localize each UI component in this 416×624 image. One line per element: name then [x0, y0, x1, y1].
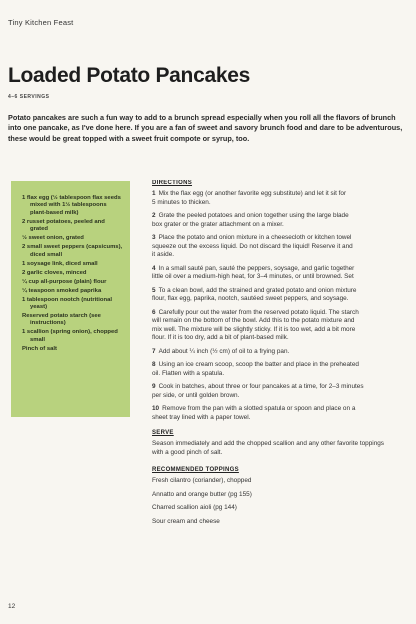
step-text: box grater or the grater attachment on a mixer. [152, 220, 284, 228]
ingredient-item: 2 garlic cloves, minced [22, 269, 87, 276]
step-text: flour, flax egg, paprika, nootch, sautéed sweet peppers, and soysage. [152, 295, 349, 302]
direction-step [152, 265, 416, 282]
recipe-intro: Potato pancakes are such a fun way to add to a brunch spread especially when you roll all the flavors of brunch into one pancake, as I've done here. If you are a fan of sweet and savory brunch food and dare to be adventurous, these would be great topped with a sweet fruit compote or syrup, too. [8, 113, 403, 143]
ingredient-item: ¼ teaspoon smoked paprika [22, 287, 102, 294]
direction-step [152, 383, 416, 400]
step-text: little oil over a medium-high heat, for 3–4 minutes, or until browned. Set [152, 273, 354, 280]
directions-heading: DIRECTIONS [152, 180, 193, 186]
ingredient-item: 2 russet potatoes, peeled and grated [22, 218, 105, 233]
topping-item: Sour cream and cheese [152, 517, 220, 525]
direction-step [152, 234, 416, 260]
ingredient-item: Pinch of salt [22, 345, 58, 352]
ingredient-item: 2 small sweet peppers (capsicums), diced small [22, 244, 123, 258]
serve-heading: SERVE [152, 430, 174, 436]
ingredient-item: 1 tablespoon nootch (nutritional yeast) [22, 296, 112, 311]
step-number: 4 [152, 264, 156, 272]
servings-label: 4–6 SERVINGS [8, 94, 50, 100]
step-number: 3 [152, 234, 156, 241]
step-text: oil. Flatten with a spatula. [152, 369, 225, 377]
direction-step [152, 212, 416, 229]
step-number: 2 [152, 212, 156, 219]
step-text: mix well. The mixture will be slightly sticky. If it is too wet, add a bit more [152, 325, 356, 333]
directions-steps [152, 190, 416, 422]
step-text: squeeze out the excess liquid. Do not discard the liquid! Reserve it and [152, 242, 353, 250]
step-text: To a clean bowl, add the strained and grated potato and onion mixture [158, 286, 357, 294]
topping-item: Fresh cilantro (coriander), chopped [152, 477, 252, 484]
ingredient-item: Reserved potato starch (see instructions) [22, 313, 101, 327]
step-text: it aside. [152, 251, 175, 258]
toppings-heading: RECOMMENDED TOPPINGS [152, 467, 239, 473]
topping-item: Annatto and orange butter (pg 155) [152, 490, 252, 498]
serve-text: Season immediately and add the chopped scallion and any other favorite toppings with a good pinch of salt. [152, 440, 384, 456]
step-number: 10 [152, 405, 160, 412]
ingredients-box [11, 181, 130, 417]
step-number: 8 [152, 361, 156, 368]
step-text: flour. If it is too dry, add a bit of plant-based milk. [152, 334, 289, 341]
step-number: 5 [152, 286, 156, 294]
direction-step [152, 190, 416, 207]
step-text: Cook in batches, about three or four pancakes at a time, for 2–3 minutes [158, 383, 364, 390]
step-text: In a small sauté pan, sauté the peppers, soysage, and garlic together [158, 264, 355, 272]
ingredient-item: ½ sweet onion, grated [22, 235, 84, 242]
method-column [152, 180, 416, 531]
page-number: 12 [8, 603, 16, 610]
step-number: 1 [152, 190, 156, 197]
step-text: Carefully pour out the water from the reserved potato liquid. The starch [158, 308, 359, 316]
ingredient-item: 1 flax egg (½ tablespoon flax seeds mixed with 1½ tablespoons plant-based milk) [22, 195, 121, 216]
direction-step [152, 309, 416, 343]
ingredient-item: 1 scallion (spring onion), chopped small [22, 329, 118, 343]
direction-step [152, 405, 416, 422]
step-text: will remain on the bottom of the bowl. Add this to the potato mixture and [152, 317, 355, 324]
step-text: 5 minutes to thicken. [152, 198, 211, 206]
topping-item: Charred scallion aioli (pg 144) [152, 504, 237, 511]
step-text: Remove from the pan with a slotted spatula or spoon and place on a [162, 405, 356, 412]
book-title: Tiny Kitchen Feast [8, 18, 74, 27]
toppings-list [152, 477, 416, 526]
ingredient-item: ¼ cup all-purpose (plain) flour [22, 278, 107, 285]
step-text: per side, or until golden brown. [152, 391, 240, 399]
step-number: 7 [152, 347, 156, 355]
ingredient-item: 1 soysage link, diced small [22, 260, 98, 267]
direction-step [152, 361, 416, 378]
recipe-title: Loaded Potato Pancakes [8, 64, 250, 87]
step-number: 9 [152, 383, 156, 390]
step-text: sheet tray lined with a paper towel. [152, 413, 251, 421]
step-number: 6 [152, 308, 156, 316]
direction-step [152, 287, 416, 304]
ingredients-list [22, 195, 124, 353]
step-text: Grate the peeled potatoes and onion together using the large blade [158, 212, 349, 219]
step-text: Mix the flax egg (or another favorite egg substitute) and let it sit for [158, 190, 347, 197]
step-text: Using an ice cream scoop, scoop the batter and place in the preheated [158, 361, 359, 368]
step-text: Add about ¼ inch (½ cm) of oil to a frying pan. [158, 347, 290, 355]
step-text: Place the potato and onion mixture in a cheesecloth or kitchen towel [158, 234, 352, 241]
direction-step [152, 348, 416, 357]
